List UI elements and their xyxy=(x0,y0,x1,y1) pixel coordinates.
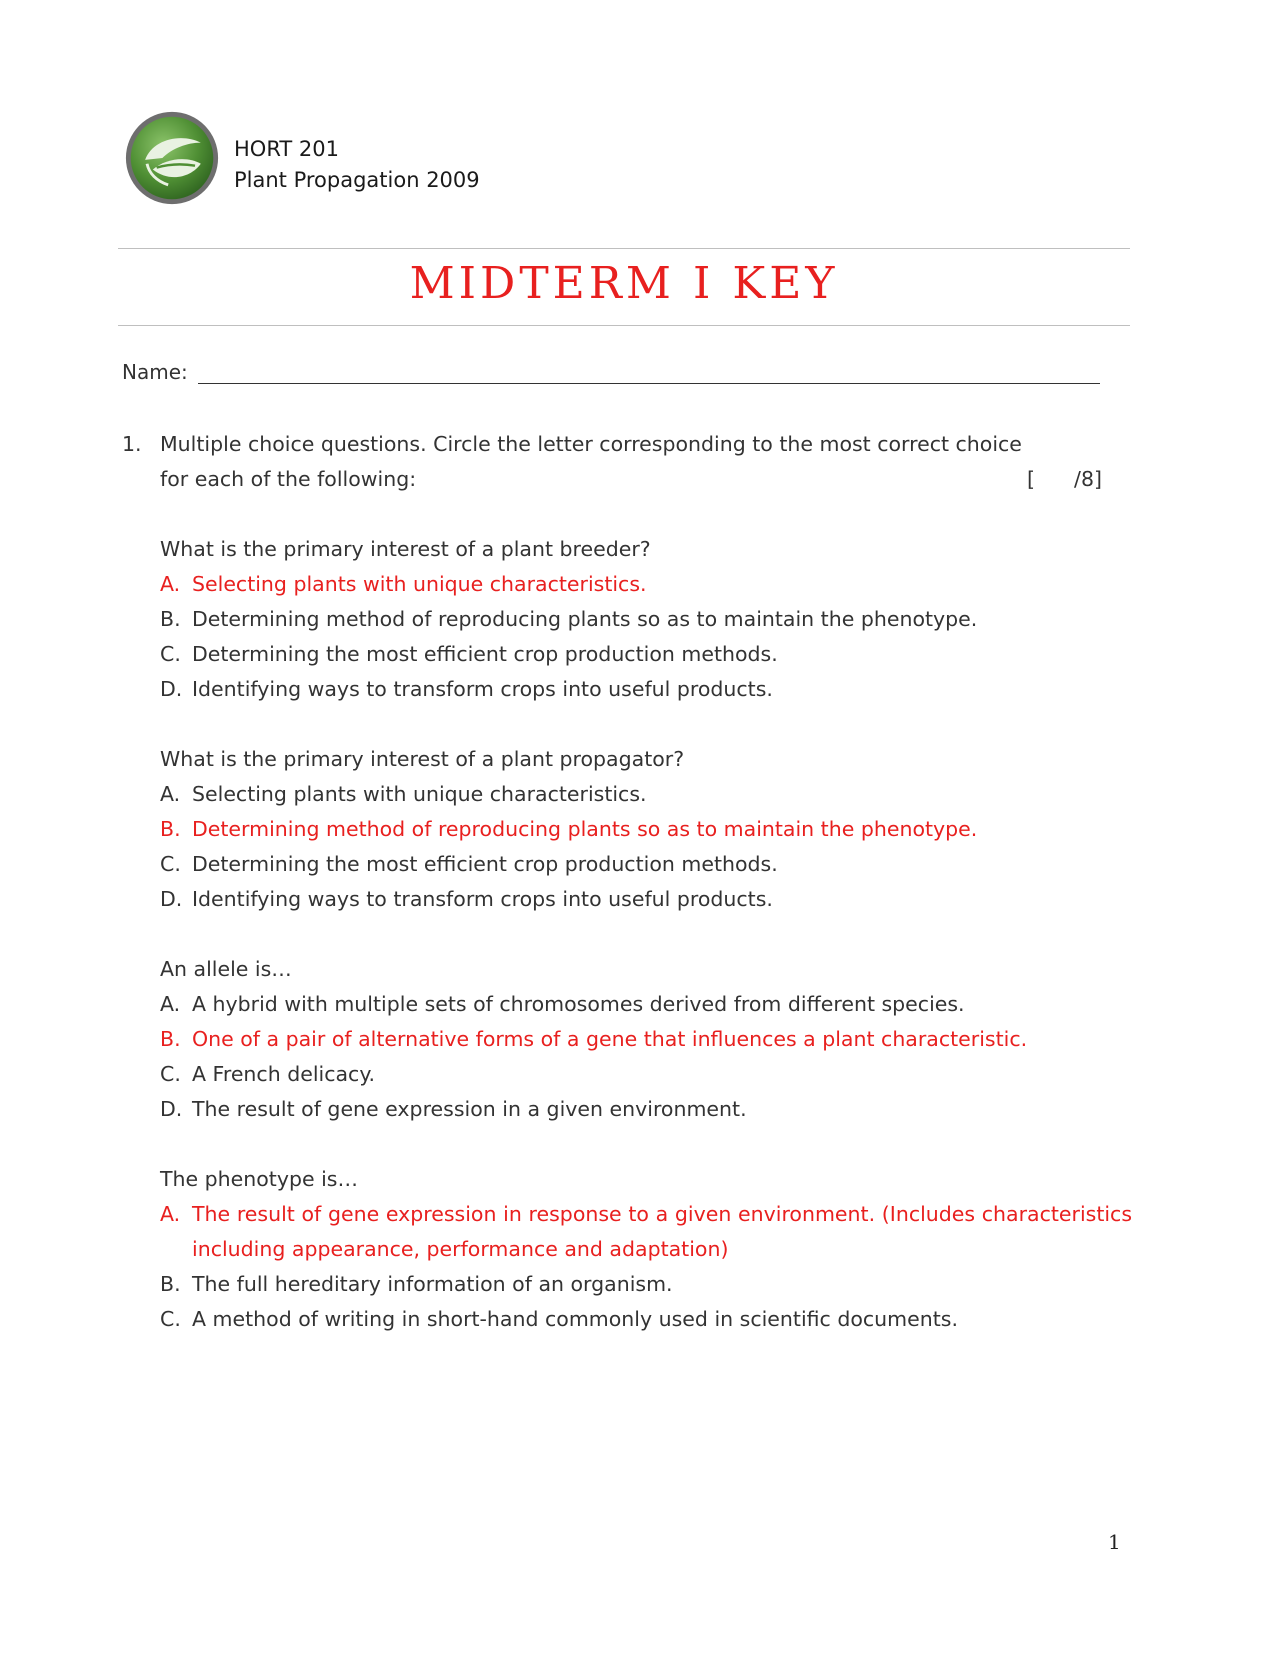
page-title: MIDTERM I KEY xyxy=(409,258,839,309)
question-block xyxy=(122,532,1132,707)
option-text: Determining method of reproducing plants so as to maintain the phenotype. xyxy=(192,607,978,631)
score-box: [ /8] xyxy=(1026,467,1102,491)
option-text: The result of gene expression in a given environment. xyxy=(192,1097,747,1121)
option-letter: D. xyxy=(160,1097,183,1121)
name-label: Name: xyxy=(122,360,188,384)
answer-option[interactable] xyxy=(160,1197,1132,1267)
title-top-rule xyxy=(118,248,1130,249)
instruction-line-2: for each of the following: xyxy=(160,467,417,491)
section-instruction xyxy=(122,427,1132,497)
course-code: HORT 201 xyxy=(234,137,339,161)
option-letter: D. xyxy=(160,677,183,701)
answer-option[interactable] xyxy=(160,1022,1132,1057)
answer-option[interactable] xyxy=(160,847,1132,882)
answer-option[interactable] xyxy=(160,987,1132,1022)
title-bottom-rule xyxy=(118,325,1130,326)
option-letter: A. xyxy=(160,1202,181,1226)
answer-option[interactable] xyxy=(160,1267,1132,1302)
question-block xyxy=(122,742,1132,917)
answer-option[interactable] xyxy=(160,777,1132,812)
answer-option[interactable] xyxy=(160,672,1132,707)
section-multiple-choice xyxy=(122,427,1132,1337)
answer-option[interactable] xyxy=(160,602,1132,637)
answer-option[interactable] xyxy=(160,882,1132,917)
course-header xyxy=(234,134,480,196)
page-number: 1 xyxy=(1108,1530,1121,1554)
option-text: Identifying ways to transform crops into useful products. xyxy=(192,887,773,911)
option-letter: B. xyxy=(160,1027,181,1051)
option-text: Determining the most efficient crop production methods. xyxy=(192,852,778,876)
question-prompt: An allele is… xyxy=(160,957,292,981)
option-text: Identifying ways to transform crops into useful products. xyxy=(192,677,773,701)
option-list xyxy=(160,1197,1132,1337)
question-prompt: What is the primary interest of a plant propagator? xyxy=(160,747,685,771)
option-letter: B. xyxy=(160,607,181,631)
option-letter: B. xyxy=(160,817,181,841)
question-block xyxy=(122,952,1132,1127)
option-text: The full hereditary information of an organism. xyxy=(192,1272,673,1296)
option-letter: A. xyxy=(160,782,181,806)
question-prompt: What is the primary interest of a plant breeder? xyxy=(160,537,651,561)
question-block xyxy=(122,1162,1132,1337)
option-list xyxy=(160,777,1132,917)
option-letter: B. xyxy=(160,1272,181,1296)
option-text: Determining method of reproducing plants so as to maintain the phenotype. xyxy=(192,817,978,841)
option-text: Selecting plants with unique characteristics. xyxy=(192,782,647,806)
option-letter: A. xyxy=(160,572,181,596)
course-title: Plant Propagation 2009 xyxy=(234,168,480,192)
option-letter: C. xyxy=(160,1062,181,1086)
option-text: A method of writing in short-hand commonly used in scientific documents. xyxy=(192,1307,958,1331)
option-text: Selecting plants with unique characteristics. xyxy=(192,572,647,596)
answer-option[interactable] xyxy=(160,567,1132,602)
answer-option[interactable] xyxy=(160,812,1132,847)
option-letter: C. xyxy=(160,852,181,876)
instruction-line-1: Multiple choice questions. Circle the letter corresponding to the most correct choice xyxy=(160,432,1022,456)
option-text: One of a pair of alternative forms of a gene that influences a plant characteristic. xyxy=(192,1027,1028,1051)
question-prompt: The phenotype is… xyxy=(160,1167,358,1191)
leaf-circle-icon xyxy=(124,110,220,206)
option-letter: A. xyxy=(160,992,181,1016)
option-list xyxy=(160,987,1132,1127)
option-text: A hybrid with multiple sets of chromosomes derived from different species. xyxy=(192,992,965,1016)
option-text: The result of gene expression in response to a given environment. (Includes characteristics including appearance, performance and adaptation) xyxy=(192,1202,1132,1261)
name-blank-line[interactable] xyxy=(198,361,1100,384)
option-list xyxy=(160,567,1132,707)
option-letter: C. xyxy=(160,642,181,666)
answer-option[interactable] xyxy=(160,1057,1132,1092)
option-text: Determining the most efficient crop production methods. xyxy=(192,642,778,666)
answer-option[interactable] xyxy=(160,1092,1132,1127)
question-list xyxy=(122,532,1132,1337)
option-text: A French delicacy. xyxy=(192,1062,376,1086)
option-letter: C. xyxy=(160,1307,181,1331)
option-letter: D. xyxy=(160,887,183,911)
name-field-row xyxy=(122,360,1100,384)
answer-option[interactable] xyxy=(160,637,1132,672)
answer-option[interactable] xyxy=(160,1302,1132,1337)
section-number: 1. xyxy=(122,432,142,456)
